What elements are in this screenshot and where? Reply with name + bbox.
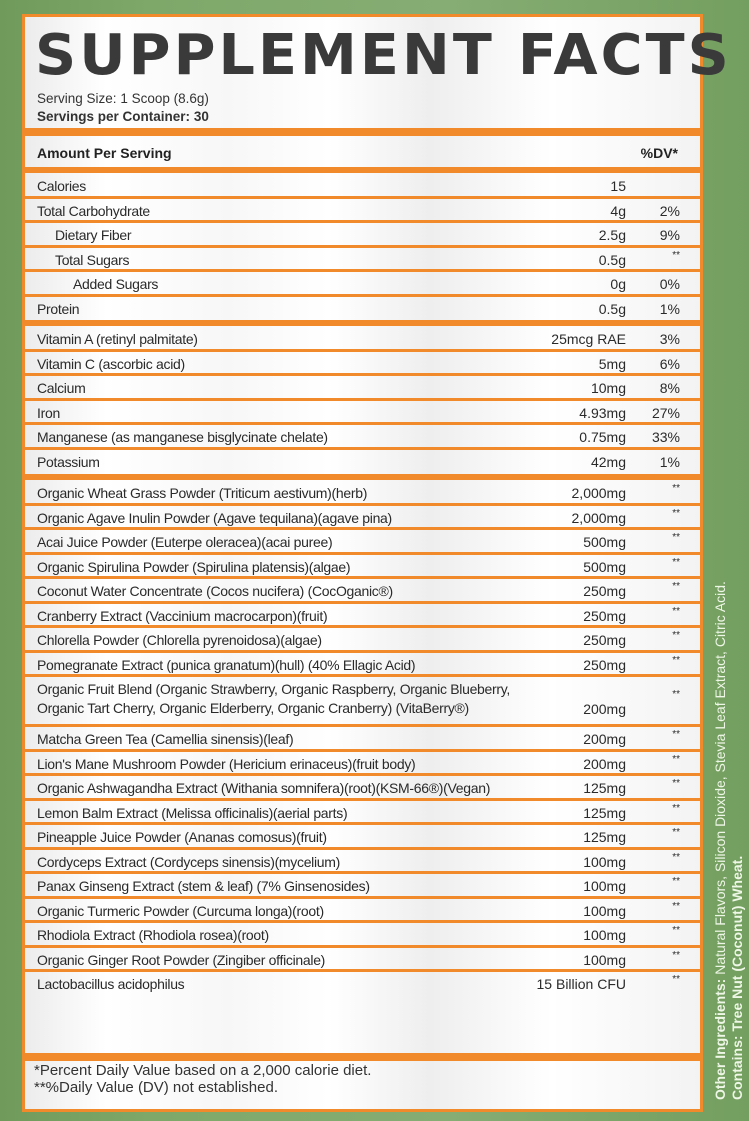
row-name-line2: Organic Tart Cherry, Organic Elderberry, Organic Cranberry) (VitaBerry®): [37, 700, 469, 716]
row-name: Manganese (as manganese bisglycinate chelate): [37, 429, 328, 445]
row-name: Cordyceps Extract (Cordyceps sinensis)(mycelium): [37, 853, 341, 870]
table-row: [25, 481, 700, 506]
row-name: Iron: [37, 404, 60, 421]
table-row: [25, 425, 700, 450]
row-amount: 200mg: [583, 701, 626, 717]
table-row: [25, 972, 700, 997]
row-amount: 2,000mg: [571, 509, 626, 526]
row-name: Panax Ginseng Extract (stem & leaf) (7% Ginsenosides): [37, 878, 370, 894]
table-row: [25, 899, 700, 924]
table-row: [25, 604, 700, 629]
row-dv: **: [672, 507, 680, 519]
row-amount: 25mcg RAE: [551, 331, 626, 347]
row-amount: 0.5g: [598, 300, 626, 317]
table-row: [25, 223, 700, 248]
row-name: Vitamin A (retinyl palmitate): [37, 331, 198, 347]
row-name: Potassium: [37, 453, 100, 470]
row-dv: 3%: [659, 331, 680, 347]
row-amount: 0.75mg: [579, 429, 626, 445]
row-amount: 125mg: [583, 780, 626, 796]
footnote-2: **%Daily Value (DV) not established.: [34, 1079, 279, 1096]
table-row: [25, 248, 700, 273]
row-amount: 15 Billion CFU: [536, 976, 626, 992]
row-dv: **: [672, 925, 680, 936]
table-row: [25, 727, 700, 752]
row-amount: 100mg: [583, 927, 626, 943]
row-amount: 250mg: [583, 583, 626, 599]
footnotes: [34, 1062, 371, 1096]
row-dv: **: [672, 689, 680, 700]
row-amount: 125mg: [583, 804, 626, 821]
row-name: Organic Ginger Root Powder (Zingiber officinale): [37, 951, 326, 968]
row-amount: 250mg: [583, 632, 626, 648]
row-dv: 1%: [659, 300, 680, 317]
row-amount: 500mg: [583, 558, 626, 575]
table-row: [25, 297, 700, 322]
row-dv: **: [672, 900, 680, 912]
table-row: [25, 752, 700, 777]
row-dv: **: [672, 876, 680, 887]
row-name: Chlorella Powder (Chlorella pyrenoidosa)(algae): [37, 632, 322, 648]
row-name: Coconut Water Concentrate (Cocos nucifera) (CocOganic®): [37, 583, 393, 599]
servings-label: Servings per Container:: [37, 109, 191, 124]
ingredient-rows: [25, 481, 700, 997]
table-row: [25, 401, 700, 426]
row-amount: 15: [610, 178, 626, 194]
row-amount: 200mg: [583, 755, 626, 772]
row-amount: 250mg: [583, 656, 626, 673]
row-amount: 4g: [610, 202, 626, 219]
footnote-1: *Percent Daily Value based on a 2,000 calorie diet.: [34, 1062, 372, 1079]
row-dv: **: [672, 778, 680, 789]
row-name: Organic Ashwagandha Extract (Withania somnifera)(root)(KSM-66®)(Vegan): [37, 780, 491, 796]
row-name: [37, 680, 510, 718]
row-dv: 33%: [651, 429, 680, 445]
divider: [25, 167, 700, 173]
row-name: Dietary Fiber: [55, 227, 132, 243]
row-dv: 0%: [659, 276, 680, 292]
row-dv: **: [672, 974, 680, 985]
row-name: Vitamin C (ascorbic acid): [37, 355, 185, 372]
row-name: Pomegranate Extract (punica granatum)(hull) (40% Ellagic Acid): [37, 656, 416, 673]
row-name: Cranberry Extract (Vaccinium macrocarpon)(fruit): [37, 607, 328, 624]
row-name: Lion's Mane Mushroom Powder (Hericium erinaceus)(fruit body): [37, 755, 416, 772]
row-name: Organic Turmeric Powder (Curcuma longa)(root): [37, 902, 324, 919]
row-amount: 10mg: [590, 380, 626, 396]
serving-info: [37, 90, 209, 126]
row-dv: 27%: [651, 404, 680, 421]
table-row: [25, 776, 700, 801]
table-row: [25, 677, 700, 727]
row-dv: **: [672, 249, 680, 261]
divider: [25, 1053, 700, 1061]
row-dv: **: [672, 556, 680, 568]
serving-size-label: Serving Size:: [37, 91, 117, 106]
row-name: Rhodiola Extract (Rhodiola rosea)(root): [37, 927, 269, 943]
nutrient-rows: [25, 174, 700, 321]
row-dv: **: [672, 729, 680, 740]
row-amount: 4.93mg: [579, 404, 626, 421]
row-dv: **: [672, 605, 680, 617]
table-row: [25, 199, 700, 224]
row-amount: 2,000mg: [571, 485, 626, 501]
divider: [25, 474, 700, 480]
row-name: Pineapple Juice Powder (Ananas comosus)(fruit): [37, 829, 327, 845]
table-row: [25, 174, 700, 199]
table-row: [25, 272, 700, 297]
row-name: Total Carbohydrate: [37, 202, 150, 219]
row-name: Protein: [37, 300, 80, 317]
row-dv: 1%: [659, 453, 680, 470]
row-amount: 100mg: [583, 951, 626, 968]
column-header: [37, 145, 686, 167]
row-amount: 100mg: [583, 853, 626, 870]
row-amount: 250mg: [583, 607, 626, 624]
row-name: Total Sugars: [55, 251, 130, 268]
table-row: [25, 923, 700, 948]
other-ingredients-text: Natural Flavors, Silicon Dioxide, Stevia Leaf Extract, Citric Acid.: [712, 581, 728, 975]
row-name: Acai Juice Powder (Euterpe oleracea)(acai puree): [37, 534, 333, 550]
divider: [25, 320, 700, 326]
row-amount: 0g: [610, 276, 626, 292]
row-dv: 2%: [659, 202, 680, 219]
table-row: [25, 948, 700, 973]
row-dv: **: [672, 802, 680, 814]
row-name: Calcium: [37, 380, 86, 396]
row-dv: **: [672, 581, 680, 592]
table-row: [25, 653, 700, 678]
row-dv: 8%: [659, 380, 680, 396]
row-dv: **: [672, 753, 680, 765]
divider: [25, 128, 700, 136]
row-dv: **: [672, 630, 680, 641]
amount-per-serving-label: Amount Per Serving: [37, 145, 172, 161]
vitamin-rows: [25, 327, 700, 474]
row-name: Organic Agave Inulin Powder (Agave tequilana)(agave pina): [37, 509, 392, 526]
row-name: Lactobacillus acidophilus: [37, 976, 185, 992]
row-amount: 500mg: [583, 534, 626, 550]
row-dv: **: [672, 483, 680, 494]
row-dv: 6%: [659, 355, 680, 372]
table-row: [25, 628, 700, 653]
dv-header: %DV*: [640, 145, 678, 161]
row-dv: **: [672, 532, 680, 543]
page-title: SUPPLEMENT FACTS: [35, 23, 732, 88]
row-name: Added Sugars: [73, 276, 159, 292]
row-amount: 42mg: [590, 453, 626, 470]
table-row: [25, 450, 700, 475]
contains-label: Contains:: [729, 1035, 745, 1100]
table-row: [25, 579, 700, 604]
table-row: [25, 506, 700, 531]
row-dv: **: [672, 827, 680, 838]
row-name-line1: Organic Fruit Blend (Organic Strawberry, Organic Raspberry, Organic Blueberry,: [37, 681, 510, 697]
row-dv: 9%: [659, 227, 680, 243]
table-row: [25, 352, 700, 377]
row-dv: **: [672, 654, 680, 666]
table-row: [25, 530, 700, 555]
row-name: Lemon Balm Extract (Melissa officinalis)(aerial parts): [37, 804, 348, 821]
row-amount: 5mg: [598, 355, 626, 372]
table-row: [25, 555, 700, 580]
row-amount: 100mg: [583, 902, 626, 919]
other-ingredients: [712, 340, 746, 1100]
row-name: Calories: [37, 178, 86, 194]
row-amount: 0.5g: [598, 251, 626, 268]
table-row: [25, 874, 700, 899]
row-name: Matcha Green Tea (Camellia sinensis)(leaf): [37, 731, 294, 747]
table-row: [25, 850, 700, 875]
row-amount: 200mg: [583, 731, 626, 747]
table-row: [25, 825, 700, 850]
table-row: [25, 376, 700, 401]
other-ingredients-label: Other Ingredients:: [712, 978, 728, 1100]
servings-count: 30: [193, 109, 209, 124]
serving-size: 1 Scoop (8.6g): [120, 91, 209, 106]
contains-text: Tree Nut (Coconut) Wheat.: [729, 855, 745, 1032]
table-row: [25, 801, 700, 826]
row-amount: 2.5g: [598, 227, 626, 243]
row-name: Organic Spirulina Powder (Spirulina platensis)(algae): [37, 558, 351, 575]
table-row: [25, 327, 700, 352]
row-amount: 100mg: [583, 878, 626, 894]
row-dv: **: [672, 851, 680, 863]
row-name: Organic Wheat Grass Powder (Triticum aestivum)(herb): [37, 485, 368, 501]
row-dv: **: [672, 949, 680, 961]
row-amount: 125mg: [583, 829, 626, 845]
